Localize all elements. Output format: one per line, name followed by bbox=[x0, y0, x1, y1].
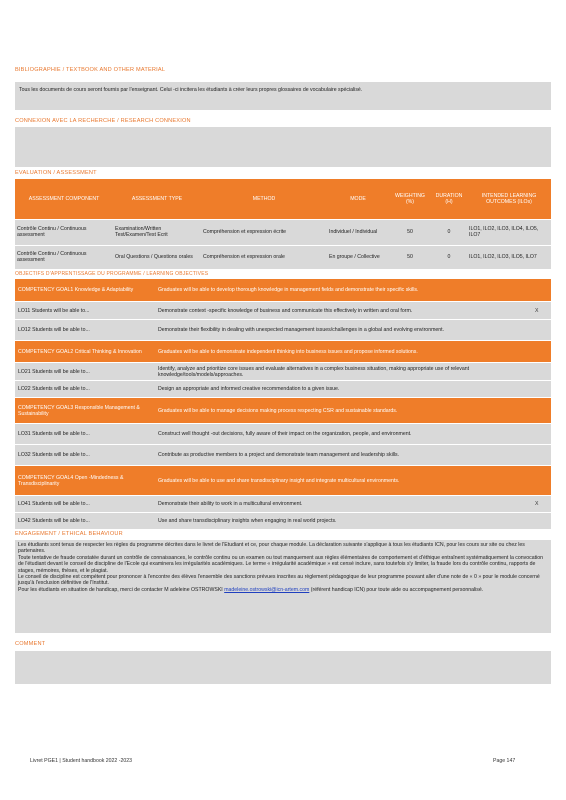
objective-row-lo31 bbox=[15, 424, 551, 444]
cell-type: Examination/Written Test/Examen/Test Ecrit bbox=[113, 219, 201, 245]
assessment-header-row bbox=[15, 179, 551, 219]
col-component: ASSESSMENT COMPONENT bbox=[15, 179, 113, 219]
objective-text: Demonstrate their flexibility in dealing with unexpected management issues/challenges in a global and evolving environment. bbox=[158, 327, 445, 333]
col-mode: MODE bbox=[327, 179, 389, 219]
cell-ilos: ILO1, ILO2, ILO3, ILO5, ILO7 bbox=[467, 245, 551, 269]
research-box bbox=[15, 127, 551, 167]
objective-code: LO41 Students will be able to... bbox=[18, 501, 90, 507]
objective-code: COMPETENCY GOAL2 Critical Thinking & Innovation bbox=[18, 348, 142, 355]
objective-row-goal2 bbox=[15, 341, 551, 362]
table-row bbox=[15, 245, 551, 269]
objective-row-lo42 bbox=[15, 513, 551, 529]
disability-contact-text-end: (référent handicap ICN) pour toute aide ou accompagnement personnalisé. bbox=[310, 586, 484, 593]
engagement-paragraph: Les étudiants sont tenus de respecter les règles du programme décrites dans le livret de l'Etudiant et ce, pour chaque module. La déclaration suivante s'applique à tous les étudiants ICN, pour les cours sur site ou chez les partenaires. bbox=[18, 542, 525, 555]
cell-duration: 0 bbox=[431, 245, 467, 269]
objective-text: Graduates will be able to develop thorough knowledge in management fields and demonstrate their specific skills. bbox=[158, 287, 419, 293]
research-heading: CONNEXION AVEC LA RECHERCHE / RESEARCH CONNEXION bbox=[15, 118, 191, 124]
cell-mode: Individuel / Individual bbox=[327, 219, 389, 245]
col-type: ASSESSMENT TYPE bbox=[113, 179, 201, 219]
objective-code: LO31 Students will be able to... bbox=[18, 431, 90, 437]
engagement-paragraph: Le conseil de discipline est compétent pour prononcer à l'encontre des élèves l'ensemble des sanctions prévues inscrites au règlement pédagogique de leur programme pouvant aller d'une note de « 0 » pour le module concerné jusqu'à l'exclusion définitive de l'Institut. bbox=[18, 574, 540, 587]
objective-code: COMPETENCY GOAL1 Knowledge & Adaptability bbox=[18, 287, 134, 293]
objective-text: Construct well thought -out decisions, fully aware of their impact on the organization, people, and environment. bbox=[158, 431, 412, 437]
objectives-heading: OBJECTIFS D'APPRENTISSAGE DU PROGRAMME / LEARNING OBJECTIVES bbox=[15, 271, 209, 277]
engagement-paragraph bbox=[18, 587, 548, 593]
col-ilos: INTENDED LEARNING OUTCOMES (ILOs) bbox=[467, 179, 551, 219]
objective-text: Contribute as productive members to a project and demonstrate team management and leadership skills. bbox=[158, 452, 400, 458]
table-row bbox=[15, 219, 551, 245]
objective-text: Identify, analyze and prioritize core issues and evaluate alternatives in a complex business situation, making appropriate use of relevant knowledge/tools/models/approaches. bbox=[158, 365, 470, 378]
objective-text: Design an appropriate and informed creative recommendation to a given issue. bbox=[158, 386, 340, 392]
objective-row-goal1 bbox=[15, 279, 551, 301]
objective-row-lo32 bbox=[15, 445, 551, 465]
cell-component: Contrôle Continu / Continuous assessment bbox=[15, 245, 113, 269]
cell-weighting: 50 bbox=[389, 219, 431, 245]
objective-code: LO22 Students will be able to... bbox=[18, 386, 90, 392]
objective-row-goal4 bbox=[15, 466, 551, 495]
objective-code: LO32 Students will be able to... bbox=[18, 452, 90, 458]
cell-method: Compréhension et expression écrite bbox=[201, 219, 327, 245]
page-number: Page 147 bbox=[493, 758, 516, 764]
engagement-paragraph: Toute tentative de fraude constatée durant un contrôle de connaissances, le contrôle continu ou un examen ou tout manquement aux règles élémentaires de comportement et d'éthique entraînent systématiquement la convocation de l'étudiant devant le conseil de discipline de l'Ecole qui examinera les irrégularités académiques. Le terme « irrégularité académique » est censé inclure, sans toutefois s'y limiter, la fraude lors du contrôle continu, rapports de stages, mémoires, thèses, et le plagiat. bbox=[18, 554, 543, 574]
objective-mark: X bbox=[535, 501, 539, 507]
objective-row-lo22 bbox=[15, 381, 551, 397]
objective-row-lo41 bbox=[15, 496, 551, 512]
objective-mark: X bbox=[535, 307, 539, 314]
engagement-heading: ENGAGEMENT / ETHICAL BEHAVIOUR bbox=[15, 531, 123, 537]
bibliography-text: Tous les documents de cours seront fournis par l'enseignant. Celui -ci incitera les étudiants à créer leurs propres glossaires de vocabulaire spécialisé. bbox=[15, 82, 551, 110]
objective-row-goal3 bbox=[15, 398, 551, 423]
comment-box bbox=[15, 651, 551, 684]
assessment-table bbox=[15, 179, 551, 270]
cell-mode: En groupe / Collective bbox=[327, 245, 389, 269]
objective-code: COMPETENCY GOAL3 Responsible Management & Sustainability bbox=[18, 404, 140, 417]
cell-method: Compréhension et expression orale bbox=[201, 245, 327, 269]
cell-type: Oral Questions / Questions orales bbox=[113, 245, 201, 269]
objective-code: LO12 Students will be able to... bbox=[18, 327, 90, 333]
evaluation-heading: EVALUATION / ASSESSMENT bbox=[15, 170, 97, 176]
objective-text: Demonstrate context -specific knowledge of business and communicate this effectively in written and oral form. bbox=[158, 307, 413, 314]
col-duration: DURATION (H) bbox=[431, 179, 467, 219]
objective-row-lo11 bbox=[15, 302, 551, 319]
objective-row-lo12 bbox=[15, 320, 551, 340]
col-weighting: WEIGHTING (%) bbox=[389, 179, 431, 219]
cell-component: Contrôle Continu / Continuous assessment bbox=[15, 219, 113, 245]
cell-duration: 0 bbox=[431, 219, 467, 245]
objective-text: Graduates will be able to demonstrate independent thinking into business issues and propose informed solutions. bbox=[158, 348, 418, 355]
objective-text: Graduates will be able to use and share transdisciplinary insight and integrate multicultural environments. bbox=[158, 477, 400, 484]
disability-contact-text: Pour les étudiants en situation de handicap, merci de contacter M adeleine OSTROWSKI bbox=[18, 586, 223, 593]
objective-code: LO21 Students will be able to... bbox=[18, 368, 90, 375]
objective-text: Graduates will be able to manage decisions making process respecting CSR and sustainable standards. bbox=[158, 407, 398, 414]
objective-text: Demonstrate their ability to work in a multicultural environment. bbox=[158, 501, 303, 507]
engagement-box bbox=[15, 540, 551, 633]
cell-ilos: ILO1, ILO2, ILO3, ILO4, ILO5, ILO7 bbox=[467, 219, 551, 245]
objective-code: LO42 Students will be able to... bbox=[18, 518, 90, 524]
objective-code: COMPETENCY GOAL4 Open -Mindedness & Transdisciplinarity bbox=[18, 474, 124, 487]
col-method: METHOD bbox=[201, 179, 327, 219]
comment-heading: COMMENT bbox=[15, 641, 46, 647]
footer-left: Livret PGE1 | Student handbook 2022 -2023 bbox=[30, 758, 132, 764]
objective-text: Use and share transdisciplinary insights when engaging in real world projects. bbox=[158, 518, 337, 524]
email-link[interactable]: madeleine.ostrowski@icn-artem.com bbox=[224, 586, 310, 593]
objective-code: LO11 Students will be able to... bbox=[18, 307, 90, 314]
objective-row-lo21 bbox=[15, 363, 551, 380]
bibliography-heading: BIBLIOGRAPHIE / TEXTBOOK AND OTHER MATERIAL bbox=[15, 67, 166, 73]
cell-weighting: 50 bbox=[389, 245, 431, 269]
